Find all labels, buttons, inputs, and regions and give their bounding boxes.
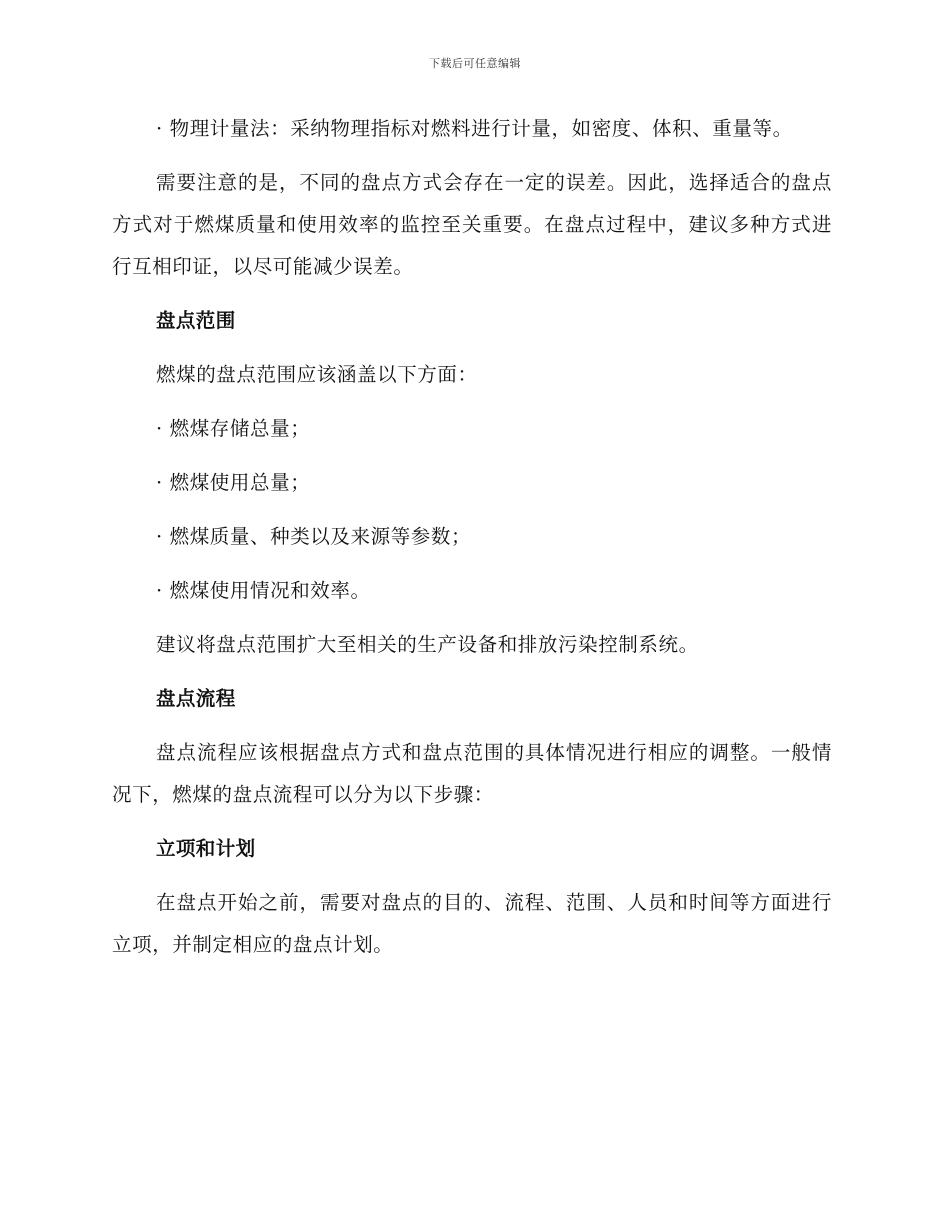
paragraph-physical-measurement: · 物理计量法：采纳物理指标对燃料进行计量，如密度、体积、重量等。: [156, 117, 793, 140]
heading-counting-process: 盘点流程: [156, 687, 236, 710]
list-item-usage-total: · 燃煤使用总量；: [156, 471, 311, 494]
heading-counting-scope: 盘点范围: [156, 309, 236, 332]
paragraph-process-intro: 盘点流程应该根据盘点方式和盘点范围的具体情况进行相应的调整。一般情况下，燃煤的盘点流程可以分为以下步骤：: [112, 741, 832, 806]
list-item-storage-total: · 燃煤存储总量；: [156, 417, 311, 440]
heading-project-and-plan: 立项和计划: [156, 837, 256, 860]
paragraph-counting-error-note: 需要注意的是，不同的盘点方式会存在一定的误差。因此，选择适合的盘点方式对于燃煤质量和使用效率的监控至关重要。在盘点过程中，建议多种方式进行互相印证，以尽可能减少误差。: [112, 171, 832, 278]
document-body: [112, 108, 832, 978]
list-item-quality-parameters: · 燃煤质量、种类以及来源等参数；: [156, 525, 472, 548]
paragraph-project-plan: 在盘点开始之前，需要对盘点的目的、流程、范围、人员和时间等方面进行立项，并制定相应的盘点计划。: [112, 891, 832, 956]
paragraph-scope-extension: 建议将盘点范围扩大至相关的生产设备和排放污染控制系统。: [156, 633, 699, 656]
page-header: 下载后可任意编辑: [429, 57, 521, 70]
paragraph-scope-intro: 燃煤的盘点范围应该涵盖以下方面：: [156, 363, 478, 386]
list-item-usage-efficiency: · 燃煤使用情况和效率。: [156, 579, 371, 602]
